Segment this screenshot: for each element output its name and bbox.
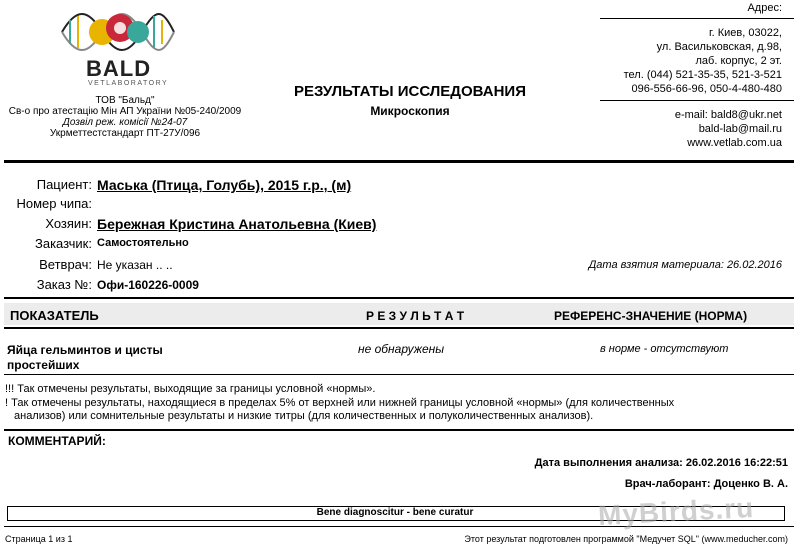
note-2a: ! Так отмечены результаты, находящиеся в пределах 5% от верхней или нижней границы условной «нормы» (для количественных: [5, 397, 675, 409]
address-line-1: г. Киев, 03022,: [708, 27, 782, 39]
owner-label: Хозяин:: [45, 216, 92, 231]
phone-line-1: тел. (044) 521-35-35, 521-3-521: [623, 69, 782, 81]
address-label: Адрес:: [747, 2, 782, 14]
lab-cert-1: Св-о про атестацію Мін АП України №05-240/2009: [8, 106, 242, 117]
note-1: !!! Так отмечены результаты, выходящие за границы условной «нормы».: [5, 383, 376, 395]
date-taken: Дата взятия материала: 26.02.2016: [588, 259, 782, 271]
patient-label: Пациент:: [36, 177, 92, 192]
comments-label: КОММЕНТАРИЙ:: [8, 434, 106, 448]
col-reference-header: РЕФЕРЕНС-ЗНАЧЕНИЕ (НОРМА): [554, 309, 748, 323]
address-line-3: лаб. корпус, 2 эт.: [695, 55, 782, 67]
logo-subtitle: VETLABORATORY: [88, 80, 169, 87]
order-label: Заказ №:: [36, 277, 92, 292]
motto: Bene diagnoscitur - bene curatur: [316, 507, 474, 518]
col-result-header: Р Е З У Л Ь Т А Т: [366, 309, 465, 323]
owner-value: Бережная Кристина Анатольевна (Киев): [97, 216, 377, 232]
completion-date: Дата выполнения анализа: 26.02.2016 16:22:51: [534, 457, 788, 469]
order-value: Офи-160226-0009: [97, 278, 199, 292]
email-1: e-mail: bald8@ukr.net: [674, 109, 782, 121]
note-2b: анализов) или сомнительные результаты и низкие титры (для количественных и полуколичественных анализов).: [14, 410, 594, 422]
address-line-2: ул. Васильковская, д.98,: [656, 41, 782, 53]
lab-logo: [58, 6, 178, 96]
row-result: не обнаружены: [358, 342, 445, 356]
vet-value: Не указан .. ..: [97, 258, 173, 272]
dna-logo-icon: [58, 6, 178, 58]
phone-line-2: 096-556-66-96, 050-4-480-480: [631, 83, 782, 95]
table-row: [4, 340, 794, 374]
page-subtitle: Микроскопия: [370, 104, 450, 118]
client-value: Самостоятельно: [97, 237, 189, 249]
logo-name: BALD: [86, 56, 152, 81]
page-title: РЕЗУЛЬТАТЫ ИССЛЕДОВАНИЯ: [294, 83, 526, 100]
website: www.vetlab.com.ua: [687, 137, 782, 149]
vet-label: Ветврач:: [39, 257, 92, 272]
lab-cert-2: Дозвіл реж. комісії №24-07: [62, 117, 188, 128]
patient-value: Маська (Птица, Голубь), 2015 г.р., (м): [97, 177, 352, 193]
row-reference: в норме - отсутствуют: [600, 343, 729, 355]
lab-company: ТОВ "Бальд": [95, 95, 155, 106]
page-number: Страница 1 из 1: [5, 534, 73, 544]
col-indicator-header: ПОКАЗАТЕЛЬ: [10, 308, 99, 323]
email-2: bald-lab@mail.ru: [698, 123, 782, 135]
lab-doctor: Врач-лаборант: Доценко В. А.: [624, 478, 788, 490]
client-label: Заказчик:: [34, 236, 92, 251]
software-credit: Этот результат подготовлен программой "Медучет SQL" (www.meducher.com): [464, 534, 788, 544]
row-indicator-line-2: простейших: [7, 358, 80, 372]
chip-label: Номер чипа:: [16, 196, 92, 211]
row-indicator-line-1: Яйца гельминтов и цисты: [7, 343, 163, 357]
watermark: MyBirds.ru: [597, 491, 755, 532]
lab-cert-3: Укрметтестстандарт ПТ-27У/096: [49, 128, 201, 139]
